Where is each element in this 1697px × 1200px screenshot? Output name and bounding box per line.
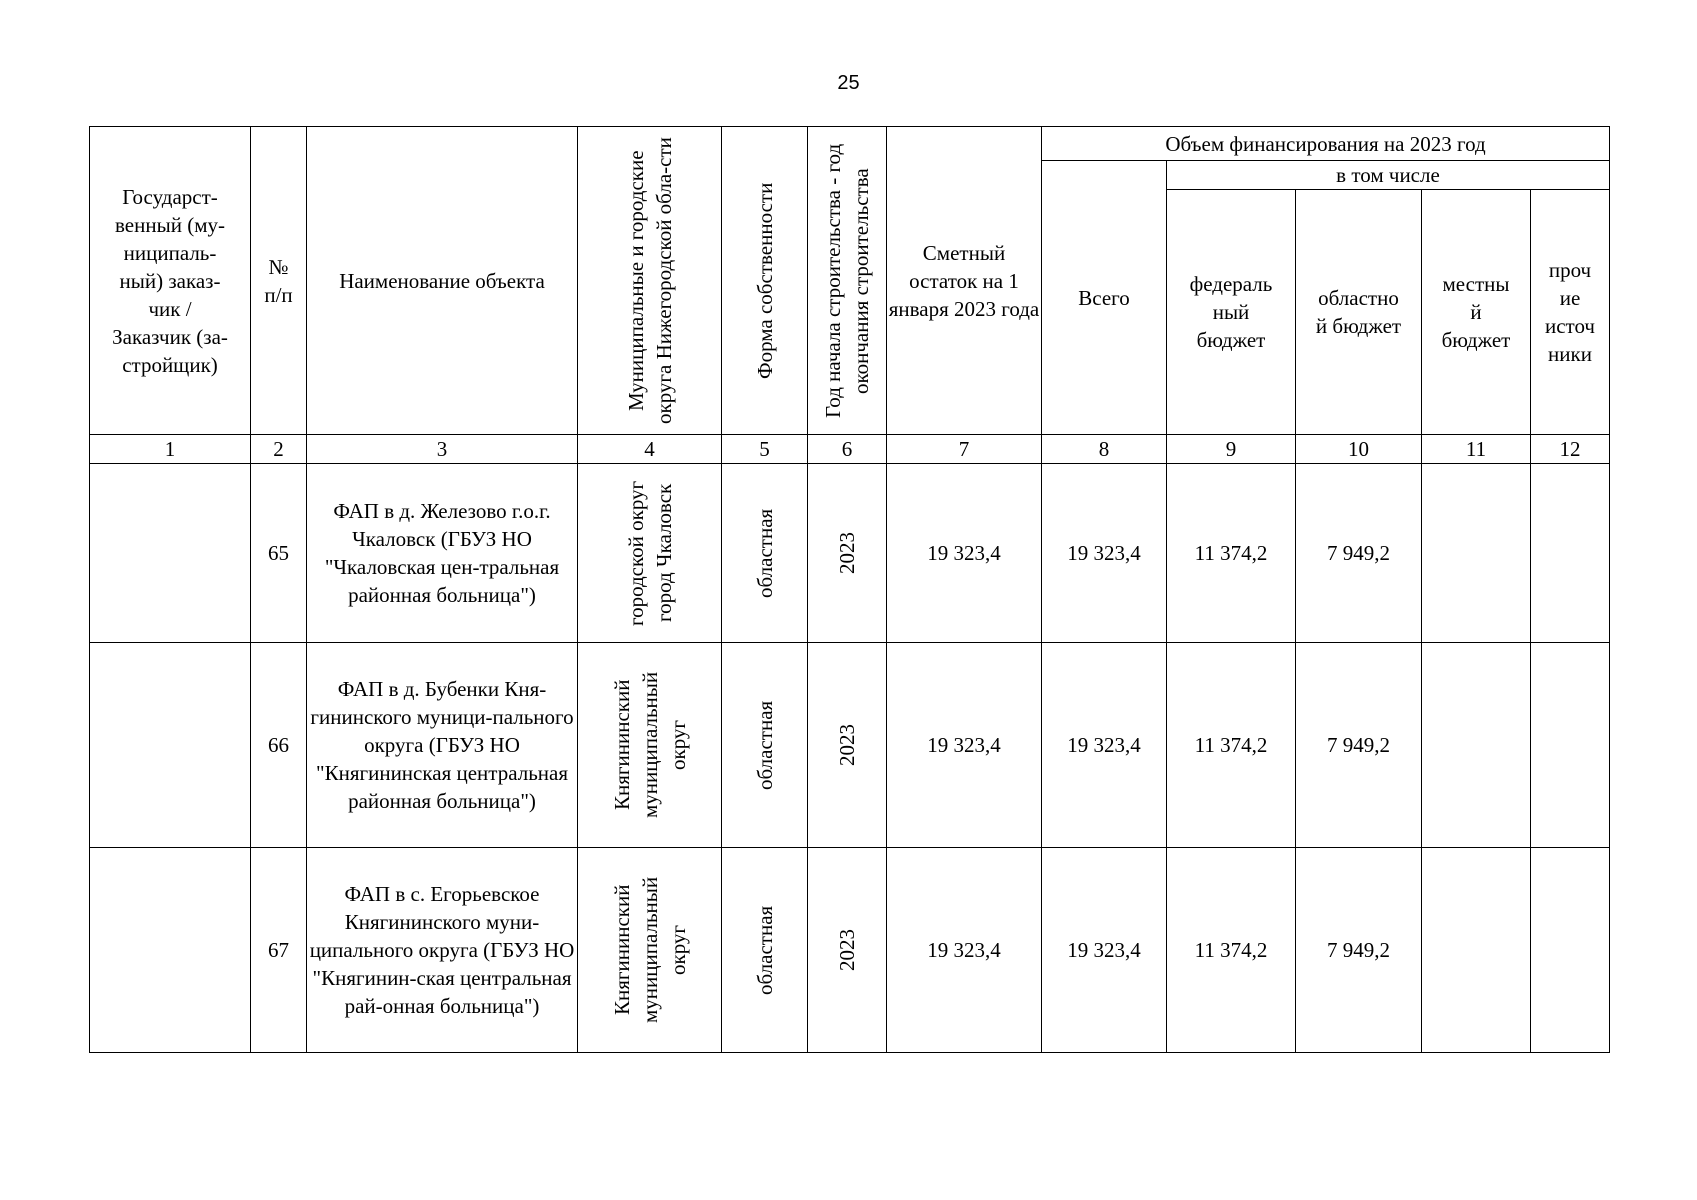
cell-years-text: 2023 xyxy=(835,532,859,574)
header-years-text: Год начала строительства - год окончания строительства xyxy=(821,143,873,418)
cell-municipality-text: городской округ город Чкаловск xyxy=(623,480,676,626)
column-number: 1 xyxy=(90,435,251,464)
cell-other xyxy=(1531,848,1610,1053)
cell-num: 66 xyxy=(251,643,307,848)
cell-federal: 11 374,2 xyxy=(1167,643,1296,848)
header-federal xyxy=(1167,190,1296,435)
cell-years xyxy=(808,848,887,1053)
cell-ownership xyxy=(722,643,808,848)
column-number: 9 xyxy=(1167,435,1296,464)
header-including xyxy=(1167,161,1610,190)
table-row xyxy=(90,848,1610,1053)
header-customer xyxy=(90,127,251,435)
header-name xyxy=(307,127,578,435)
cell-ownership xyxy=(722,848,808,1053)
cell-ownership-text: областная xyxy=(752,508,777,598)
header-federal-text: федераль ный бюджет xyxy=(1189,272,1273,352)
header-other-text: проч ие источ ники xyxy=(1545,258,1595,366)
cell-name: ФАП в д. Железово г.о.г. Чкаловск (ГБУЗ НО "Чкаловская цен-тральная районная больница") xyxy=(307,464,578,643)
cell-federal: 11 374,2 xyxy=(1167,464,1296,643)
cell-local xyxy=(1422,464,1531,643)
column-number: 2 xyxy=(251,435,307,464)
cell-regional: 7 949,2 xyxy=(1296,464,1422,643)
cell-name: ФАП в с. Егорьевское Княгининского муни-ципального округа (ГБУЗ НО "Княгинин-ская центральная рай-онная больница") xyxy=(307,848,578,1053)
header-row-1 xyxy=(90,127,1610,161)
cell-customer xyxy=(90,848,251,1053)
cell-estimate: 19 323,4 xyxy=(887,643,1042,848)
column-numbers-row xyxy=(90,435,1610,464)
column-number: 6 xyxy=(808,435,887,464)
cell-federal: 11 374,2 xyxy=(1167,848,1296,1053)
cell-local xyxy=(1422,643,1531,848)
header-total-text: Всего xyxy=(1078,285,1130,310)
column-number: 5 xyxy=(722,435,808,464)
page-number: 25 xyxy=(837,72,860,94)
header-ownership xyxy=(722,127,808,435)
cell-num: 67 xyxy=(251,848,307,1053)
cell-num: 65 xyxy=(251,464,307,643)
header-total xyxy=(1042,161,1167,435)
header-estimate-text: Сметный остаток на 1 января 2023 года xyxy=(888,240,1040,321)
header-num xyxy=(251,127,307,435)
cell-municipality xyxy=(578,643,722,848)
cell-ownership xyxy=(722,464,808,643)
header-estimate xyxy=(887,127,1042,435)
column-number: 10 xyxy=(1296,435,1422,464)
header-funding-title xyxy=(1042,127,1610,161)
cell-municipality-text: Княгининский муниципальный округ xyxy=(609,876,690,1024)
column-number: 12 xyxy=(1531,435,1610,464)
header-years xyxy=(808,127,887,435)
cell-name: ФАП в д. Бубенки Кня-гининского муници-пального округа (ГБУЗ НО "Княгининская центральная районная больница") xyxy=(307,643,578,848)
column-number: 7 xyxy=(887,435,1042,464)
column-number: 3 xyxy=(307,435,578,464)
header-customer-text: Государст- венный (му- ниципаль- ный) заказ- чик / Заказчик (за- стройщик) xyxy=(112,184,228,377)
cell-years-text: 2023 xyxy=(835,929,859,971)
header-ownership-text: Форма собственности xyxy=(752,182,777,379)
cell-years-text: 2023 xyxy=(835,724,859,766)
cell-customer xyxy=(90,643,251,848)
header-regional xyxy=(1296,190,1422,435)
header-local-text: местны й бюджет xyxy=(1441,272,1511,352)
table-row xyxy=(90,643,1610,848)
cell-local xyxy=(1422,848,1531,1053)
header-including-text: в том числе xyxy=(1336,163,1440,187)
cell-estimate: 19 323,4 xyxy=(887,848,1042,1053)
cell-regional: 7 949,2 xyxy=(1296,848,1422,1053)
cell-municipality xyxy=(578,464,722,643)
cell-customer xyxy=(90,464,251,643)
cell-estimate: 19 323,4 xyxy=(887,464,1042,643)
header-regional-text: областно й бюджет xyxy=(1315,286,1402,338)
header-name-text: Наименование объекта xyxy=(339,268,545,293)
header-municipality-text: Муниципальные и городские округа Нижегородской обла-сти xyxy=(623,137,676,424)
cell-municipality-text: Княгининский муниципальный округ xyxy=(609,671,690,819)
cell-ownership-text: областная xyxy=(752,905,777,995)
header-funding-title-text: Объем финансирования на 2023 год xyxy=(1165,131,1486,156)
cell-municipality xyxy=(578,848,722,1053)
funding-table xyxy=(89,126,1610,1053)
column-number: 11 xyxy=(1422,435,1531,464)
header-other xyxy=(1531,190,1610,435)
cell-other xyxy=(1531,643,1610,848)
cell-other xyxy=(1531,464,1610,643)
header-municipality xyxy=(578,127,722,435)
cell-years xyxy=(808,464,887,643)
cell-total: 19 323,4 xyxy=(1042,643,1167,848)
cell-total: 19 323,4 xyxy=(1042,848,1167,1053)
column-number: 4 xyxy=(578,435,722,464)
cell-years xyxy=(808,643,887,848)
table-row xyxy=(90,464,1610,643)
header-num-text: № п/п xyxy=(264,254,293,307)
cell-ownership-text: областная xyxy=(752,700,777,790)
cell-total: 19 323,4 xyxy=(1042,464,1167,643)
header-local xyxy=(1422,190,1531,435)
column-number: 8 xyxy=(1042,435,1167,464)
cell-regional: 7 949,2 xyxy=(1296,643,1422,848)
